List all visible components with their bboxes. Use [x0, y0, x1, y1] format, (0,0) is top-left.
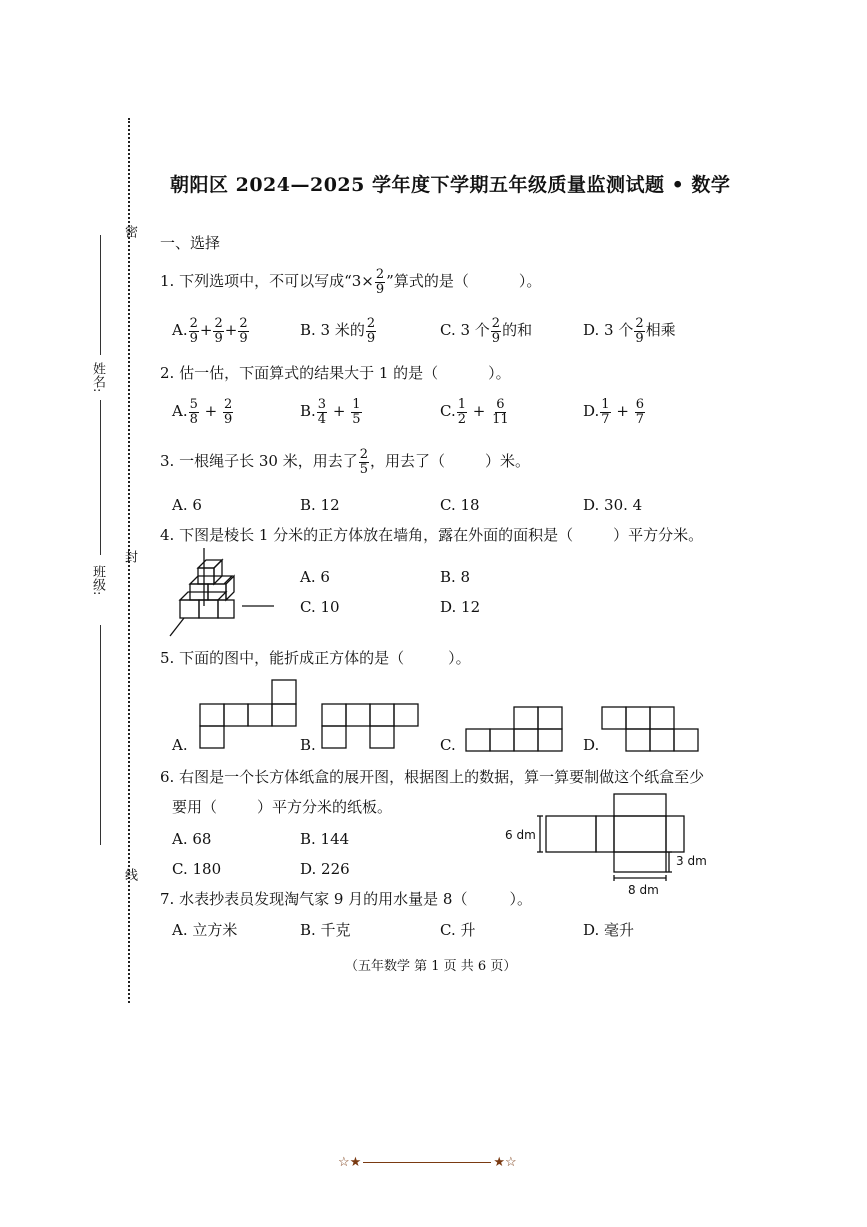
class-underline-bottom — [100, 625, 101, 845]
cube-net-a — [190, 678, 300, 752]
q6-option-a: A. 68 — [172, 830, 212, 848]
q7-option-a: A. 立方米 — [172, 921, 238, 939]
question-2-stem: 2. 估一估，下面算式的结果大于 1 的是（ ）。 — [160, 364, 511, 382]
question-7-stem: 7. 水表抄表员发现淘气家 9 月的用水量是 8（ ）。 — [160, 890, 532, 908]
q5-label-d: D. — [583, 736, 600, 754]
question-1-stem: 1. 下列选项中，不可以写成“3× $\frac{2}{9}$ ”算式的是（ ）。 — [160, 267, 542, 297]
dim-height-label: 6 dm — [505, 828, 536, 842]
star-icon: ☆★ — [338, 1155, 362, 1170]
binding-feng: 封 — [122, 550, 137, 563]
name-underline — [100, 235, 101, 355]
q6-option-c: C. 180 — [172, 860, 222, 878]
q7-option-b: B. 千克 — [300, 921, 351, 939]
q1-option-b: B. 3 米的 $\frac{2}{9}$ — [300, 316, 376, 346]
q6-option-b: B. 144 — [300, 830, 350, 848]
box-net-figure — [536, 790, 696, 894]
binding-xian: 线 — [122, 868, 137, 881]
page-title: 朝阳区 2024—2025 学年度下学期五年级质量监测试题 • 数学 — [170, 174, 731, 196]
q2-option-d: D. $\frac{1}{7}$ + $\frac{6}{7}$ — [583, 397, 644, 427]
q5-label-a: A. — [172, 736, 188, 754]
question-6-line1: 6. 右图是一个长方体纸盒的展开图，根据图上的数据，算一算要制做这个纸盒至少 — [160, 768, 705, 786]
fraction: $\frac{2}{9}$ — [375, 267, 385, 297]
q6-option-d: D. 226 — [300, 860, 350, 878]
q2-option-b: B. $\frac{3}{4}$ + $\frac{1}{5}$ — [300, 397, 361, 427]
question-6-line2: 要用（ ）平方分米的纸板。 — [172, 798, 393, 816]
q4-option-c: C. 10 — [300, 598, 340, 616]
q7-option-d: D. 毫升 — [583, 921, 635, 939]
q4-option-a: A. 6 — [300, 568, 330, 586]
q5-label-b: B. — [300, 736, 316, 754]
dim-width-label: 3 dm — [676, 854, 707, 868]
cube-net-b — [318, 700, 422, 752]
page-footer: （五年数学 第 1 页 共 6 页） — [345, 959, 517, 974]
question-3-stem: 3. 一根绳子长 30 米，用去了 $\frac{2}{5}$ ，用去了（ ）米。 — [160, 447, 531, 477]
name-label: 姓名: — [90, 362, 105, 393]
q3-option-a: A. 6 — [172, 496, 202, 514]
q5-label-c: C. — [440, 736, 456, 754]
q7-option-c: C. 升 — [440, 921, 476, 939]
q2-option-c: C. $\frac{1}{2}$ + $\frac{6}{11}$ — [440, 397, 509, 427]
corner-cubes-figure — [166, 546, 276, 641]
q3-option-d: D. 30. 4 — [583, 496, 643, 514]
q1-option-d: D. 3 个 $\frac{2}{9}$ 相乘 — [583, 316, 676, 346]
q1-option-c: C. 3 个 $\frac{2}{9}$ 的和 — [440, 316, 533, 346]
cube-net-d — [598, 704, 702, 756]
question-4-stem: 4. 下图是棱长 1 分米的正方体放在墙角，露在外面的面积是（ ）平方分米。 — [160, 526, 704, 544]
q1-option-a: A. $\frac{2}{9}$ + $\frac{2}{9}$ + $\frac{2}{9}$ — [172, 316, 248, 346]
q3-option-b: B. 12 — [300, 496, 340, 514]
bottom-star-divider — [338, 1155, 517, 1170]
question-5-stem: 5. 下面的图中，能折成正方体的是（ ）。 — [160, 649, 471, 667]
class-underline-top — [100, 400, 101, 555]
star-icon: ★☆ — [493, 1155, 517, 1170]
cube-net-c — [462, 704, 566, 756]
section-heading: 一、选择 — [160, 234, 221, 252]
q4-option-d: D. 12 — [440, 598, 481, 616]
binding-mi: 密 — [122, 225, 137, 238]
q2-option-a: A. $\frac{5}{8}$ + $\frac{2}{9}$ — [172, 397, 233, 427]
q3-option-c: C. 18 — [440, 496, 480, 514]
q4-option-b: B. 8 — [440, 568, 471, 586]
class-label: 班级: — [90, 565, 105, 596]
dim-length-label: 8 dm — [628, 883, 659, 897]
